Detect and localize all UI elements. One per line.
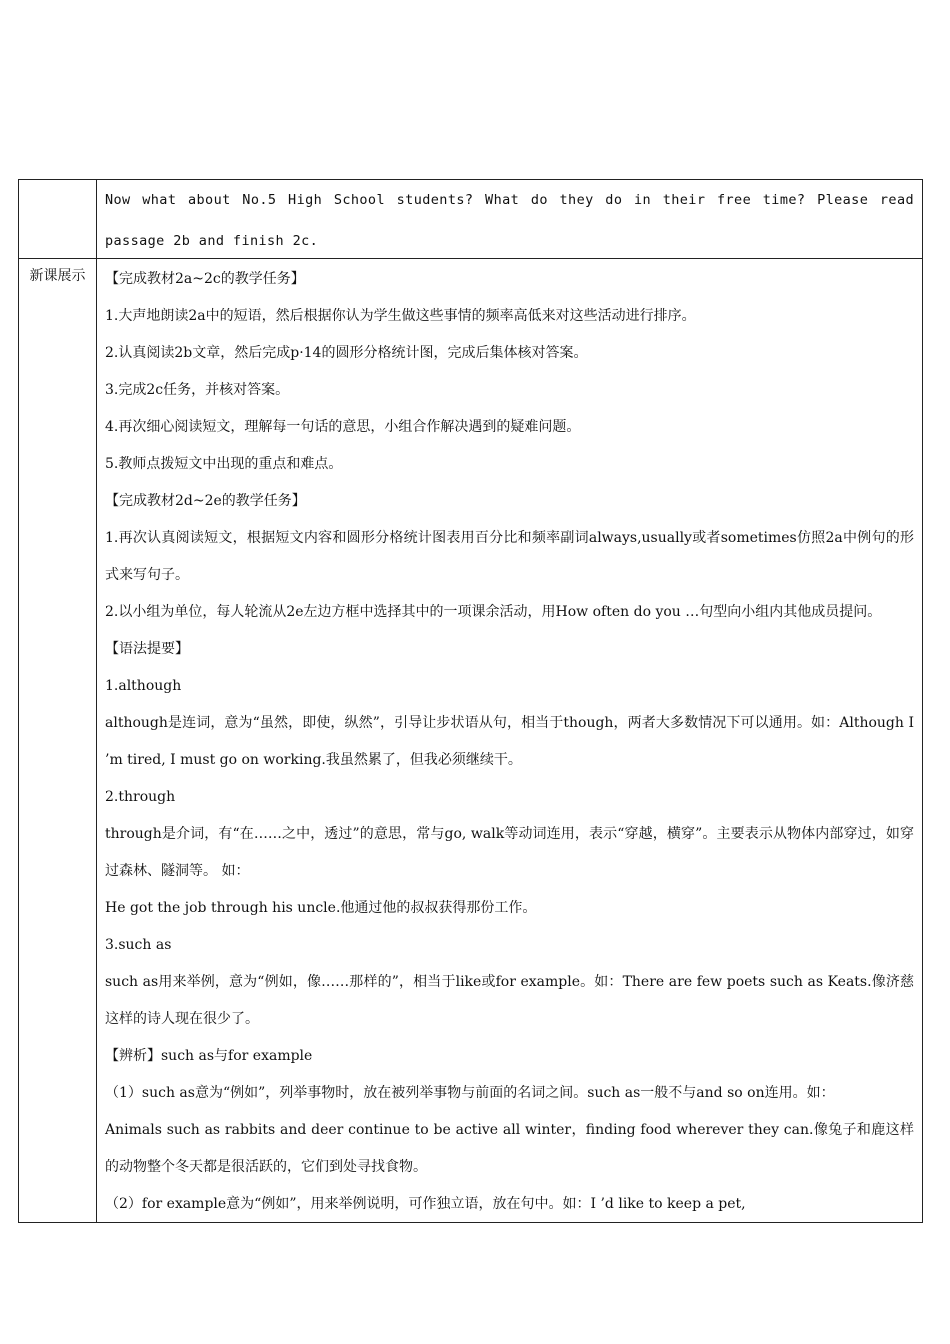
grammar-such-as-explanation: such as用来举例，意为“例如，像……那样的”，相当于like或for example。如：There are few poets such as Keats.像济慈这样的诗人现在很少了。 xyxy=(105,974,914,1027)
task-heading-2a-2c: 【完成教材2a~2c的教学任务】 xyxy=(105,271,305,287)
task-2d-step-2: 2.以小组为单位，每人轮流从2e左边方框中选择其中的一项课余活动，用How often do you …句型向小组内其他成员提问。 xyxy=(105,604,882,620)
intro-content-cell xyxy=(97,180,923,259)
task-2d-step-1: 1.再次认真阅读短文，根据短文内容和圆形分格统计图表用百分比和频率副词always,usually或者sometimes仿照2a中例句的形式来写句子。 xyxy=(105,530,914,583)
task-step-1: 1.大声地朗读2a中的短语，然后根据你认为学生做这些事情的频率高低来对这些活动进行排序。 xyxy=(105,308,696,324)
section-label: 新课展示 xyxy=(29,268,86,284)
task-step-2: 2.认真阅读2b文章，然后完成p·14的圆形分格统计图，完成后集体核对答案。 xyxy=(105,345,588,361)
section-content-cell xyxy=(97,259,923,1223)
section-label-cell xyxy=(19,259,97,1223)
grammar-although-explanation: although是连词，意为“虽然，即使，纵然”，引导让步状语从句，相当于though，两者大多数情况下可以通用。如：Although I ’m tired, I must go on working.我虽然累了，但我必须继续干。 xyxy=(105,715,914,768)
task-step-3: 3.完成2c任务，并核对答案。 xyxy=(105,382,290,398)
analysis-point-2: （2）for example意为“例如”，用来举例说明，可作独立语，放在句中。如：I ’d like to keep a pet, xyxy=(105,1196,746,1212)
grammar-item-through: 2.through xyxy=(105,789,176,805)
analysis-point-1: （1）such as意为“例如”，列举事物时，放在被列举事物与前面的名词之间。such as一般不与and so on连用。如： xyxy=(105,1085,835,1101)
grammar-item-although: 1.although xyxy=(105,678,182,694)
task-step-4: 4.再次细心阅读短文，理解每一句话的意思，小组合作解决遇到的疑难问题。 xyxy=(105,419,581,435)
intro-row xyxy=(19,180,923,259)
analysis-heading: 【辨析】such as与for example xyxy=(105,1048,313,1064)
new-lesson-row xyxy=(19,259,923,1223)
grammar-through-explanation: through是介词，有“在……之中，透过”的意思，常与go, walk等动词连用，表示“穿越，横穿”。主要表示从物体内部穿过，如穿过森林、隧洞等。 如： xyxy=(105,826,914,879)
intro-label-cell xyxy=(19,180,97,259)
grammar-heading: 【语法提要】 xyxy=(105,641,189,657)
task-step-5: 5.教师点拨短文中出现的重点和难点。 xyxy=(105,456,343,472)
grammar-item-such-as: 3.such as xyxy=(105,937,172,953)
lesson-table xyxy=(18,179,923,1223)
grammar-through-example: He got the job through his uncle.他通过他的叔叔获得那份工作。 xyxy=(105,900,537,916)
analysis-example-1: Animals such as rabbits and deer continue to be active all winter，finding food wherever they can.像兔子和鹿这样的动物整个冬天都是很活跃的，它们到处寻找食物。 xyxy=(105,1122,914,1175)
intro-paragraph: Now what about No.5 High School students? What do they do in their free time? Please read passage 2b and finish 2c. xyxy=(105,192,914,249)
task-heading-2d-2e: 【完成教材2d~2e的教学任务】 xyxy=(105,493,306,509)
